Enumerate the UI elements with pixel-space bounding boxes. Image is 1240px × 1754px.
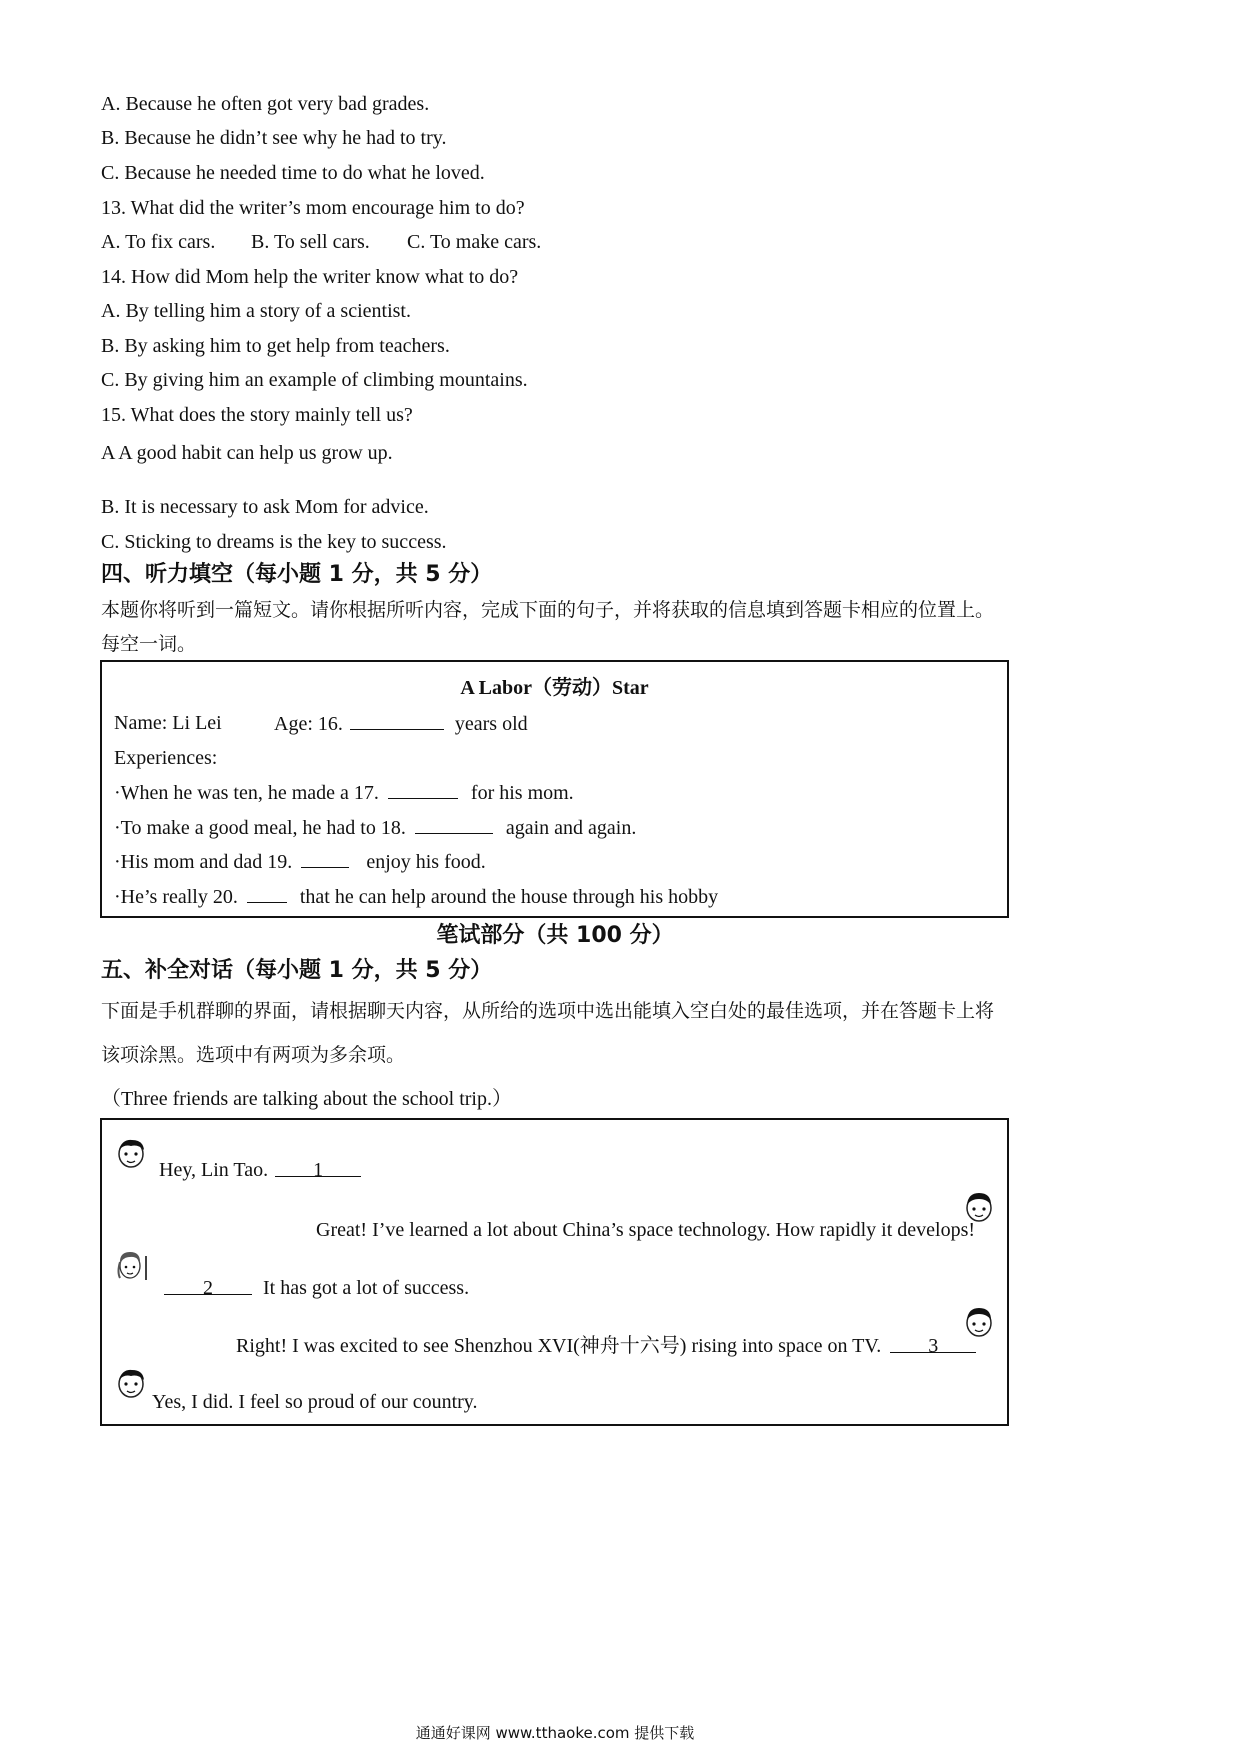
- age-line: [274, 711, 528, 736]
- blank-1[interactable]: 1: [275, 1158, 361, 1177]
- q12-option-b: B. Because he didn’t see why he had to try.: [101, 127, 447, 149]
- section4-instruction-1: 本题你将听到一篇短文。请你根据所听内容，完成下面的句子，并将获取的信息填到答题卡相应的位置上。: [101, 599, 995, 621]
- boy-avatar-icon: [962, 1305, 996, 1341]
- chat-message-1: [159, 1158, 361, 1182]
- experience-18-end: again and again.: [505, 817, 637, 839]
- q13-option-c: C. To make cars.: [407, 231, 542, 253]
- section5-title: 五、补全对话（每小题 1 分，共 5 分）: [101, 958, 493, 983]
- chat-message-4: [236, 1334, 976, 1358]
- girl-avatar-icon: [114, 1248, 148, 1284]
- age-unit: years old: [454, 713, 528, 735]
- q13-question: 13. What did the writer’s mom encourage him to do?: [101, 197, 525, 219]
- q15-option-a: A A good habit can help us grow up.: [101, 442, 393, 464]
- chat-message-3: [164, 1276, 469, 1300]
- blank-16[interactable]: [350, 711, 444, 730]
- q15-option-c: C. Sticking to dreams is the key to success.: [101, 531, 447, 553]
- blank-20[interactable]: [247, 884, 287, 903]
- chat-box: [100, 1118, 1009, 1426]
- name-field: Name: Li Lei: [114, 712, 222, 734]
- blank-18[interactable]: [415, 815, 493, 834]
- experience-19-end: enjoy his food.: [366, 851, 486, 873]
- section4-instruction-2: 每空一词。: [101, 633, 197, 655]
- page-footer: 通通好课网 www.tthaoke.com 提供下载: [415, 1724, 695, 1742]
- chat-message-4-text: Right! I was excited to see Shenzhou XVI(神舟十六号) rising into space on TV.: [236, 1335, 882, 1357]
- q15-question: 15. What does the story mainly tell us?: [101, 404, 413, 426]
- age-label: Age: 16.: [274, 713, 343, 735]
- experience-18-text: ·To make a good meal, he had to 18.: [114, 817, 406, 839]
- boy-avatar-icon: [114, 1136, 148, 1172]
- experience-17-text: ·When he was ten, he made a 17.: [114, 782, 379, 804]
- q14-option-b: B. By asking him to get help from teachers.: [101, 335, 450, 357]
- experience-17-end: for his mom.: [470, 782, 574, 804]
- experience-20-text: ·He’s really 20.: [114, 886, 238, 908]
- q14-question: 14. How did Mom help the writer know what to do?: [101, 266, 519, 288]
- q13-option-a: A. To fix cars.: [101, 231, 216, 253]
- q12-option-a: A. Because he often got very bad grades.: [101, 93, 430, 115]
- blank-2[interactable]: 2: [164, 1276, 252, 1295]
- boy-avatar-icon: [962, 1190, 996, 1226]
- q13-option-b: B. To sell cars.: [251, 231, 370, 253]
- listening-box: [100, 660, 1009, 918]
- chat-message-3-text: It has got a lot of success.: [263, 1277, 470, 1299]
- written-part-title: 笔试部分（共 100 分）: [436, 923, 674, 948]
- q14-option-c: C. By giving him an example of climbing mountains.: [101, 369, 528, 391]
- experience-20: [114, 884, 718, 909]
- experience-19-text: ·His mom and dad 19.: [114, 851, 293, 873]
- blank-19[interactable]: [301, 849, 349, 868]
- listening-box-title: A Labor（劳动）Star: [460, 677, 649, 699]
- q15-option-b: B. It is necessary to ask Mom for advice.: [101, 496, 429, 518]
- chat-message-5: Yes, I did. I feel so proud of our country.: [152, 1391, 478, 1413]
- q14-option-a: A. By telling him a story of a scientist.: [101, 300, 411, 322]
- experience-18: [114, 815, 636, 840]
- experience-17: [114, 780, 574, 805]
- boy-avatar-icon: [114, 1366, 148, 1402]
- section5-instruction-2: 该项涂黑。选项中有两项为多余项。: [101, 1044, 406, 1066]
- section4-title: 四、听力填空（每小题 1 分，共 5 分）: [101, 562, 493, 587]
- q12-option-c: C. Because he needed time to do what he loved.: [101, 162, 485, 184]
- experience-19: [114, 849, 486, 874]
- experiences-label: Experiences:: [114, 747, 218, 769]
- blank-3[interactable]: 3: [890, 1334, 976, 1353]
- blank-17[interactable]: [388, 780, 458, 799]
- section5-context: （Three friends are talking about the school trip.）: [101, 1088, 512, 1110]
- chat-message-1-text: Hey, Lin Tao.: [159, 1159, 269, 1181]
- q13-options: [101, 230, 541, 254]
- experience-20-end: that he can help around the house through his hobby: [299, 886, 719, 908]
- chat-message-2: Great! I’ve learned a lot about China’s space technology. How rapidly it develops!: [316, 1219, 976, 1241]
- section5-instruction-1: 下面是手机群聊的界面，请根据聊天内容，从所给的选项中选出能填入空白处的最佳选项，并在答题卡上将: [101, 1000, 995, 1022]
